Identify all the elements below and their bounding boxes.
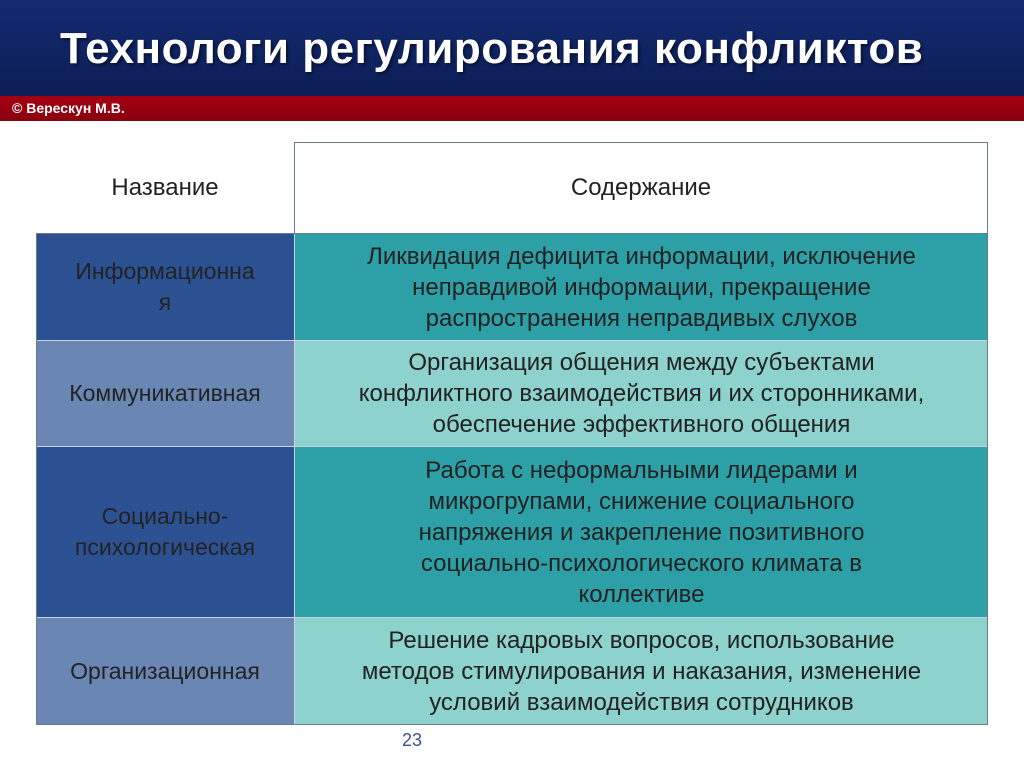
row-content: Решение кадровых вопросов, использование методов стимулирования и наказания, изменение условий взаимодействия сотрудников xyxy=(294,617,988,725)
header-name: Название xyxy=(36,142,294,233)
row-name: Социально- психологическая xyxy=(36,446,294,617)
author-label: © Верескун М.В. xyxy=(12,100,125,116)
row-content: Работа с неформальными лидерами и микрогрупами, снижение социального напряжения и закрепление позитивного социально-психологического климата в коллективе xyxy=(294,446,988,617)
technologies-table xyxy=(36,142,988,725)
row-name: Коммуникативная xyxy=(36,340,294,446)
header-content: Содержание xyxy=(294,142,988,233)
page-number: 23 xyxy=(402,730,423,750)
row-content: Ликвидация дефицита информации, исключение неправдивой информации, прекращение распространения неправдивых слухов xyxy=(294,233,988,340)
table-row xyxy=(36,340,988,446)
row-name: Организационная xyxy=(36,617,294,725)
row-content: Организация общения между субъектами конфликтного взаимодействия и их сторонниками, обеспечение эффективного общения xyxy=(294,340,988,446)
table-row xyxy=(36,446,988,617)
author-bar xyxy=(0,96,1024,121)
slide-title: Технологи регулирования конфликтов xyxy=(60,24,924,73)
table-header-row xyxy=(36,142,988,233)
table-row xyxy=(36,617,988,725)
table-row xyxy=(36,233,988,340)
row-name: Информационна я xyxy=(36,233,294,340)
